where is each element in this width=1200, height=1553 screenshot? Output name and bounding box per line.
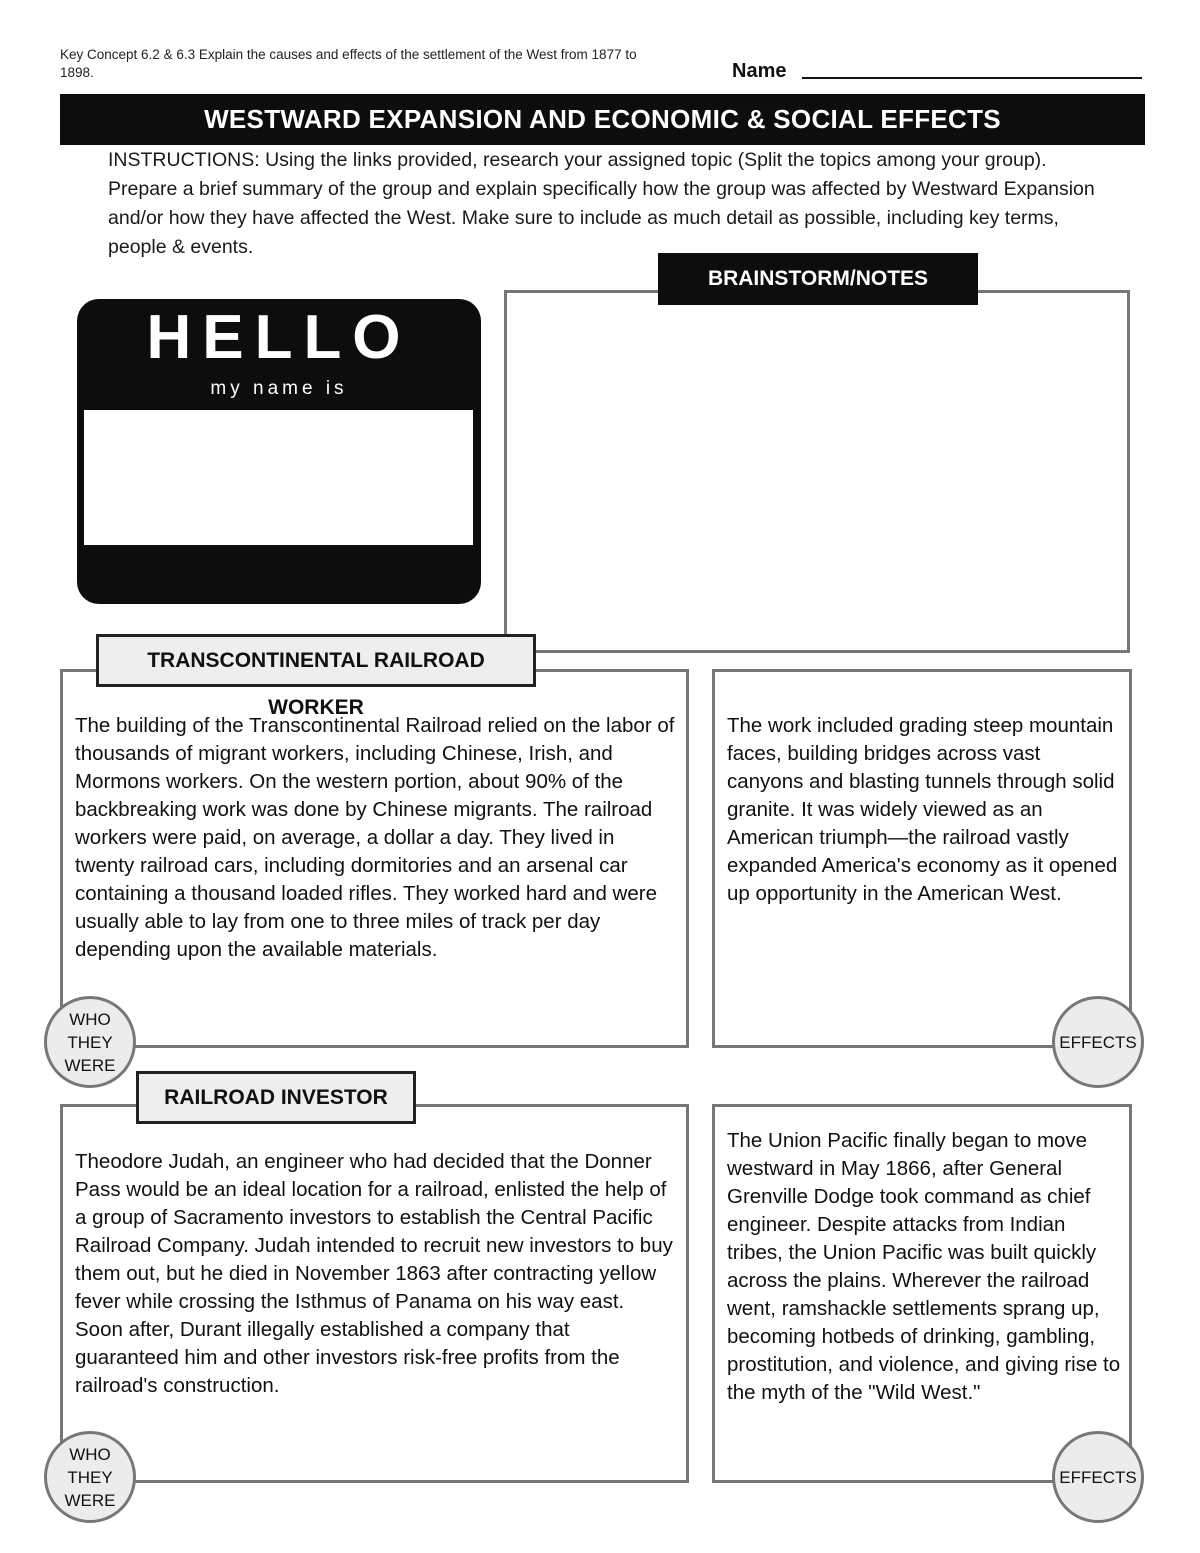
- badge-word: WHO: [69, 1444, 111, 1464]
- badge-word: WHO: [69, 1009, 111, 1029]
- badge-word: WERE: [64, 1055, 116, 1075]
- railroad-worker-effects-text: The work included grading steep mountain faces, building bridges across vast canyons and blasting tunnels through solid granite. It was widely viewed as an American triumph—the railroad vastly expanded America's economy as it opened up opportunity in the American West.: [727, 714, 1118, 905]
- brainstorm-notes-box[interactable]: [504, 290, 1130, 653]
- who-they-were-badge: [44, 1431, 136, 1523]
- railroad-worker-title: TRANSCONTINENTAL RAILROAD WORKER: [96, 634, 536, 687]
- railroad-investor-title: RAILROAD INVESTOR: [136, 1071, 416, 1124]
- badge-word: THEY: [67, 1467, 113, 1487]
- name-tag-write-area[interactable]: [84, 410, 473, 545]
- badge-word: EFFECTS: [1059, 1467, 1137, 1487]
- effects-badge: [1052, 996, 1144, 1088]
- railroad-investor-effects-text: The Union Pacific finally began to move westward in May 1866, after General Grenville Dodge took command as chief engineer. Despite attacks from Indian tribes, the Union Pacific was built quickly across the plains. Wherever the railroad went, ramshackle settlements sprang up, becoming hotbeds of drinking, gambling, prostitution, and violence, and giving rise to the myth of the "Wild West.": [727, 1129, 1121, 1404]
- badge-word: EFFECTS: [1059, 1032, 1137, 1052]
- railroad-worker-who-text: The building of the Transcontinental Railroad relied on the labor of thousands of migrant workers, including Chinese, Irish, and Mormons workers. On the western portion, about 90% of the backbreaking work was done by Chinese migrants. The railroad workers were paid, on average, a dollar a day. They lived in twenty railroad cars, including dormitories and an arsenal car containing a thousand loaded rifles. They worked hard and were usually able to lay from one to three miles of track per day depending upon the available materials.: [75, 714, 675, 961]
- hello-subtitle: my name is: [210, 378, 348, 399]
- name-label: Name: [732, 60, 787, 82]
- worksheet-title: WESTWARD EXPANSION AND ECONOMIC & SOCIAL EFFECTS: [60, 94, 1145, 145]
- railroad-investor-who-text: Theodore Judah, an engineer who had decided that the Donner Pass would be an ideal location for a railroad, enlisted the help of a group of Sacramento investors to establish the Central Pacific Railroad Company. Judah intended to recruit new investors to buy them out, but he died in November 1863 after contracting yellow fever while crossing the Isthmus of Panama on his way east. Soon after, Durant illegally established a company that guaranteed him and other investors risk-free profits from the railroad's construction.: [75, 1150, 673, 1397]
- brainstorm-notes-label: BRAINSTORM/NOTES: [658, 253, 978, 305]
- name-write-line[interactable]: [802, 77, 1142, 79]
- instructions-text: INSTRUCTIONS: Using the links provided, research your assigned topic (Split the topics among your group). Prepare a brief summary of the group and explain specifically how the group was affected by Westward Expansion and/or how they have affected the West. Make sure to include as much detail as possible, including key terms, people & events.: [108, 149, 1095, 258]
- effects-badge: [1052, 1431, 1144, 1523]
- badge-word: WERE: [64, 1490, 116, 1510]
- badge-word: THEY: [67, 1032, 113, 1052]
- key-concept-text: Key Concept 6.2 & 6.3 Explain the causes and effects of the settlement of the West from 1877 to 1898.: [60, 47, 637, 80]
- hello-heading: HELLO: [146, 303, 412, 372]
- who-they-were-badge: [44, 996, 136, 1088]
